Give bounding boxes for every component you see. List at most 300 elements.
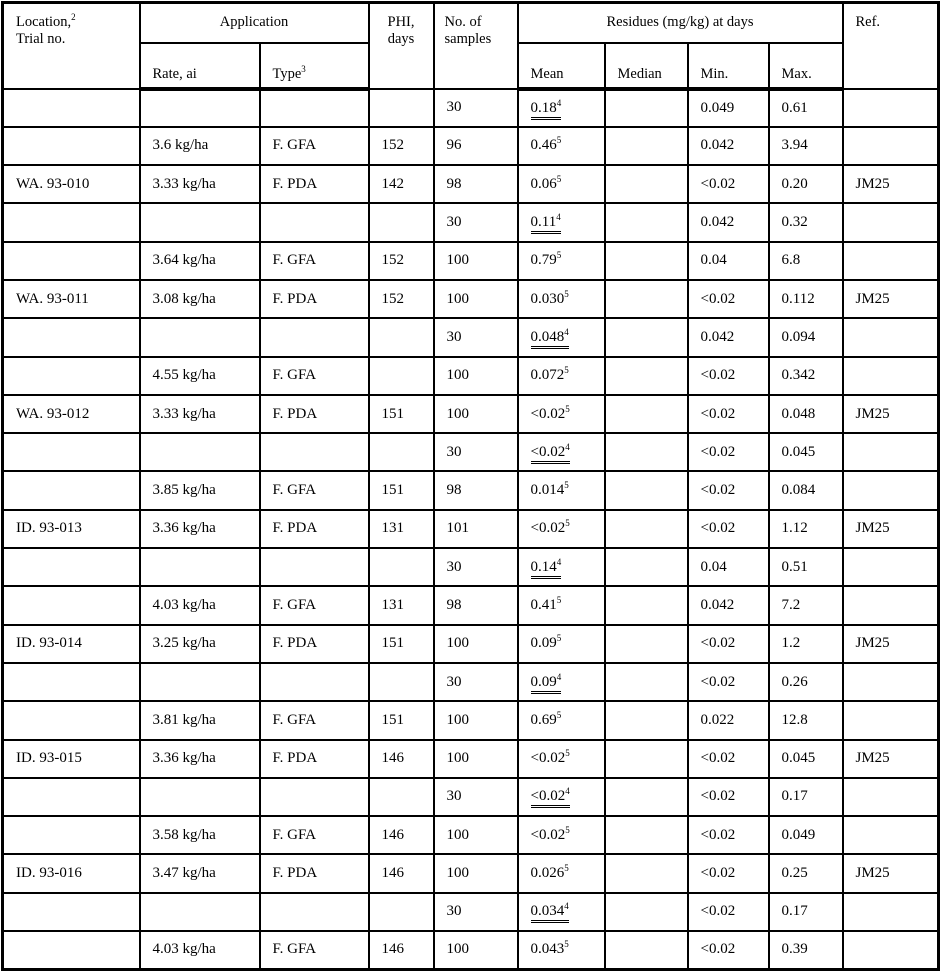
cell-max: 0.048 [769, 395, 843, 433]
cell-mean [518, 357, 605, 395]
cell-rate [140, 89, 260, 127]
cell-ref: JM25 [843, 395, 939, 433]
cell-min: <0.02 [688, 816, 769, 854]
trial-label: Trial no. [16, 31, 66, 47]
cell-mean [518, 701, 605, 739]
cell-median [605, 510, 688, 548]
footnote-marker: 4 [564, 901, 569, 912]
residue-table [1, 1, 940, 971]
cell-min: 0.042 [688, 203, 769, 241]
cell-phi: 146 [369, 740, 434, 778]
cell-type: F. GFA [260, 357, 369, 395]
footnote-marker: 5 [565, 403, 570, 414]
cell-median [605, 471, 688, 509]
cell-ref [843, 701, 939, 739]
ref-header: Ref. [843, 3, 939, 89]
cell-n: 100 [434, 740, 518, 778]
table-row [3, 931, 939, 969]
cell-min: <0.02 [688, 471, 769, 509]
cell-mean [518, 127, 605, 165]
cell-median [605, 89, 688, 127]
cell-rate: 4.55 kg/ha [140, 357, 260, 395]
cell-n: 100 [434, 395, 518, 433]
cell-n: 100 [434, 931, 518, 969]
footnote-marker: 5 [564, 939, 569, 950]
cell-min: <0.02 [688, 893, 769, 931]
cell-median [605, 740, 688, 778]
cell-type: F. GFA [260, 701, 369, 739]
cell-max: 12.8 [769, 701, 843, 739]
mean-value [531, 635, 562, 651]
cell-max: 0.045 [769, 433, 843, 471]
cell-ref [843, 893, 939, 931]
cell-max: 0.084 [769, 471, 843, 509]
table-row [3, 203, 939, 241]
mean-value [531, 597, 562, 613]
cell-median [605, 127, 688, 165]
cell-rate: 3.58 kg/ha [140, 816, 260, 854]
cell-rate: 3.81 kg/ha [140, 701, 260, 739]
cell-mean [518, 242, 605, 280]
cell-ref: JM25 [843, 165, 939, 203]
cell-phi: 131 [369, 586, 434, 624]
cell-loc [3, 931, 140, 969]
cell-n: 30 [434, 548, 518, 586]
cell-median [605, 280, 688, 318]
cell-type [260, 203, 369, 241]
cell-rate [140, 318, 260, 356]
cell-loc: WA. 93-012 [3, 395, 140, 433]
cell-n: 30 [434, 778, 518, 816]
mean-value [530, 709, 562, 728]
mean-value [531, 137, 562, 153]
mean-number: 0.043 [530, 941, 565, 958]
cell-n: 100 [434, 357, 518, 395]
cell-phi [369, 433, 434, 471]
table-row [3, 740, 939, 778]
cell-n: 30 [434, 433, 518, 471]
cell-type [260, 548, 369, 586]
cell-phi: 151 [369, 701, 434, 739]
footnote-marker: 3 [301, 63, 306, 74]
cell-phi [369, 203, 434, 241]
cell-min: 0.022 [688, 701, 769, 739]
cell-median [605, 203, 688, 241]
cell-loc [3, 778, 140, 816]
cell-phi: 152 [369, 242, 434, 280]
cell-n: 98 [434, 165, 518, 203]
cell-median [605, 816, 688, 854]
cell-min: 0.042 [688, 586, 769, 624]
mean-number: <0.02 [530, 405, 566, 422]
cell-min: <0.02 [688, 357, 769, 395]
cell-mean [518, 89, 605, 127]
cell-rate [140, 893, 260, 931]
mean-value [530, 403, 570, 422]
cell-ref [843, 433, 939, 471]
cell-n: 30 [434, 663, 518, 701]
cell-min: <0.02 [688, 931, 769, 969]
cell-phi: 146 [369, 816, 434, 854]
cell-median [605, 893, 688, 931]
cell-rate: 4.03 kg/ha [140, 586, 260, 624]
mean-number: 0.048 [530, 328, 565, 345]
cell-ref: JM25 [843, 280, 939, 318]
cell-loc [3, 318, 140, 356]
cell-mean [518, 816, 605, 854]
cell-mean [518, 586, 605, 624]
cell-min: <0.02 [688, 165, 769, 203]
cell-n: 30 [434, 89, 518, 127]
footnote-marker: 5 [556, 633, 562, 644]
cell-type: F. PDA [260, 510, 369, 548]
cell-loc [3, 548, 140, 586]
table-row [3, 893, 939, 931]
cell-rate [140, 203, 260, 241]
mean-number: 0.18 [530, 99, 557, 116]
cell-n: 101 [434, 510, 518, 548]
cell-type: F. PDA [260, 854, 369, 892]
cell-max: 3.94 [769, 127, 843, 165]
cell-ref [843, 816, 939, 854]
cell-min: <0.02 [688, 280, 769, 318]
table-body [3, 89, 939, 970]
mean-value [531, 903, 569, 923]
cell-median [605, 318, 688, 356]
cell-phi: 152 [369, 280, 434, 318]
footnote-marker: 5 [556, 595, 562, 605]
cell-rate [140, 548, 260, 586]
min-header: Min. [688, 43, 769, 89]
cell-loc [3, 89, 140, 127]
cell-n: 100 [434, 854, 518, 892]
footnote-marker: 5 [565, 748, 570, 759]
cell-max: 0.112 [769, 280, 843, 318]
mean-number: 0.030 [530, 290, 565, 307]
table-row [3, 280, 939, 318]
mean-number: 0.06 [530, 175, 557, 192]
cell-type [260, 778, 369, 816]
cell-mean [518, 433, 605, 471]
mean-number: 0.09 [530, 673, 557, 690]
cell-median [605, 357, 688, 395]
mean-number: 0.072 [530, 367, 565, 384]
cell-max: 0.17 [769, 778, 843, 816]
mean-number: <0.02 [530, 520, 566, 537]
cell-phi [369, 89, 434, 127]
cell-max: 0.61 [769, 89, 843, 127]
cell-phi [369, 893, 434, 931]
cell-phi [369, 663, 434, 701]
cell-max: 0.51 [769, 548, 843, 586]
cell-phi: 146 [369, 931, 434, 969]
cell-ref [843, 778, 939, 816]
cell-mean [518, 893, 605, 931]
cell-phi: 151 [369, 395, 434, 433]
cell-rate [140, 433, 260, 471]
cell-n: 30 [434, 318, 518, 356]
cell-min: <0.02 [688, 663, 769, 701]
cell-type: F. PDA [260, 740, 369, 778]
cell-loc [3, 471, 140, 509]
mean-value [530, 97, 562, 120]
cell-phi [369, 357, 434, 395]
footnote-marker: 2 [71, 12, 76, 22]
cell-rate: 3.85 kg/ha [140, 471, 260, 509]
mean-value [530, 671, 562, 694]
cell-min: <0.02 [688, 395, 769, 433]
footnote-marker: 5 [565, 518, 570, 529]
cell-type: F. GFA [260, 816, 369, 854]
cell-median [605, 854, 688, 892]
cell-ref [843, 203, 939, 241]
cell-n: 98 [434, 471, 518, 509]
table-row [3, 816, 939, 854]
footnote-marker: 5 [564, 365, 569, 376]
cell-median [605, 931, 688, 969]
table-row [3, 89, 939, 127]
mean-number: 0.034 [530, 903, 565, 920]
cell-ref: JM25 [843, 625, 939, 663]
cell-n: 100 [434, 625, 518, 663]
cell-rate: 3.08 kg/ha [140, 280, 260, 318]
mean-number: 0.09 [530, 635, 557, 652]
mean-number: <0.02 [530, 443, 566, 460]
table-row [3, 471, 939, 509]
table-row [3, 510, 939, 548]
cell-max: 1.2 [769, 625, 843, 663]
cell-ref: JM25 [843, 510, 939, 548]
cell-loc [3, 357, 140, 395]
footnote-marker: 4 [556, 212, 561, 223]
cell-mean [518, 778, 605, 816]
cell-ref [843, 89, 939, 127]
cell-rate: 3.25 kg/ha [140, 625, 260, 663]
cell-mean [518, 625, 605, 663]
cell-max: 0.049 [769, 816, 843, 854]
cell-median [605, 165, 688, 203]
cell-max: 0.25 [769, 854, 843, 892]
cell-loc: ID. 93-015 [3, 740, 140, 778]
cell-mean [518, 931, 605, 969]
cell-loc: WA. 93-011 [3, 280, 140, 318]
cell-ref [843, 357, 939, 395]
mean-number: 0.69 [530, 711, 557, 728]
cell-median [605, 548, 688, 586]
table-row [3, 395, 939, 433]
cell-loc [3, 663, 140, 701]
cell-mean [518, 165, 605, 203]
cell-min: <0.02 [688, 854, 769, 892]
cell-min: 0.04 [688, 548, 769, 586]
phi-header: PHI, days [369, 3, 434, 89]
cell-median [605, 433, 688, 471]
table-row [3, 165, 939, 203]
cell-loc: WA. 93-010 [3, 165, 140, 203]
cell-mean [518, 854, 605, 892]
rate-header: Rate, ai [140, 43, 260, 89]
table-row [3, 357, 939, 395]
cell-rate: 3.36 kg/ha [140, 510, 260, 548]
max-header: Max. [769, 43, 843, 89]
cell-loc [3, 893, 140, 931]
cell-rate: 3.33 kg/ha [140, 395, 260, 433]
cell-median [605, 701, 688, 739]
cell-phi: 151 [369, 625, 434, 663]
cell-loc: ID. 93-013 [3, 510, 140, 548]
cell-max: 0.26 [769, 663, 843, 701]
cell-loc [3, 433, 140, 471]
table-row [3, 586, 939, 624]
cell-n: 98 [434, 586, 518, 624]
cell-phi: 146 [369, 854, 434, 892]
table-row [3, 318, 939, 356]
mean-value [530, 326, 569, 349]
location-label: Location, [16, 14, 72, 30]
cell-min: 0.042 [688, 318, 769, 356]
mean-number: 0.79 [530, 252, 557, 269]
mean-value [531, 252, 562, 268]
cell-max: 0.39 [769, 931, 843, 969]
cell-mean [518, 318, 605, 356]
cell-median [605, 778, 688, 816]
type-header [260, 43, 369, 89]
footnote-marker: 4 [556, 97, 562, 108]
cell-type: F. PDA [260, 625, 369, 663]
cell-min: <0.02 [688, 625, 769, 663]
cell-mean [518, 280, 605, 318]
table-row [3, 854, 939, 892]
cell-ref [843, 931, 939, 969]
cell-rate: 3.6 kg/ha [140, 127, 260, 165]
cell-rate: 4.03 kg/ha [140, 931, 260, 969]
cell-median [605, 663, 688, 701]
mean-value [530, 441, 570, 464]
footnote-marker: 5 [564, 288, 569, 299]
mean-number: 0.014 [530, 482, 565, 499]
cell-mean [518, 510, 605, 548]
cell-phi [369, 318, 434, 356]
cell-rate: 3.64 kg/ha [140, 242, 260, 280]
cell-type: F. GFA [260, 127, 369, 165]
cell-max: 1.12 [769, 510, 843, 548]
cell-type [260, 89, 369, 127]
cell-loc [3, 127, 140, 165]
cell-phi: 142 [369, 165, 434, 203]
footnote-marker: 4 [565, 441, 570, 452]
cell-mean [518, 548, 605, 586]
cell-loc: ID. 93-014 [3, 625, 140, 663]
cell-median [605, 625, 688, 663]
cell-n: 96 [434, 127, 518, 165]
cell-rate: 3.36 kg/ha [140, 740, 260, 778]
mean-value [531, 750, 570, 766]
cell-loc [3, 203, 140, 241]
footnote-marker: 4 [556, 671, 562, 682]
cell-n: 30 [434, 203, 518, 241]
mean-number: 0.026 [530, 865, 565, 882]
cell-mean [518, 471, 605, 509]
table-row [3, 242, 939, 280]
cell-type [260, 893, 369, 931]
cell-min: <0.02 [688, 778, 769, 816]
footnote-marker: 5 [556, 709, 562, 720]
cell-type: F. GFA [260, 931, 369, 969]
cell-ref [843, 242, 939, 280]
mean-value [531, 214, 561, 234]
cell-rate: 3.47 kg/ha [140, 854, 260, 892]
cell-n: 100 [434, 701, 518, 739]
cell-mean [518, 395, 605, 433]
cell-loc [3, 816, 140, 854]
cell-max: 7.2 [769, 586, 843, 624]
cell-type: F. PDA [260, 280, 369, 318]
location-header [3, 3, 140, 89]
cell-n: 100 [434, 242, 518, 280]
cell-type: F. PDA [260, 395, 369, 433]
residues-header: Residues (mg/kg) at days [518, 3, 843, 43]
cell-loc [3, 242, 140, 280]
cell-median [605, 586, 688, 624]
mean-number: 0.46 [530, 137, 557, 154]
mean-value [531, 788, 570, 808]
cell-median [605, 242, 688, 280]
cell-mean [518, 663, 605, 701]
cell-min: <0.02 [688, 740, 769, 778]
cell-max: 0.17 [769, 893, 843, 931]
cell-loc [3, 586, 140, 624]
mean-number: <0.02 [530, 750, 566, 767]
footnote-marker: 5 [564, 480, 569, 491]
cell-type: F. GFA [260, 471, 369, 509]
cell-phi [369, 548, 434, 586]
cell-phi: 151 [369, 471, 434, 509]
mean-value [531, 367, 569, 383]
cell-ref [843, 548, 939, 586]
footnote-marker: 4 [564, 326, 569, 337]
cell-loc: ID. 93-016 [3, 854, 140, 892]
cell-ref [843, 471, 939, 509]
mean-value [531, 482, 569, 498]
mean-number: <0.02 [530, 826, 566, 843]
table-row [3, 127, 939, 165]
mean-value [530, 556, 562, 579]
cell-median [605, 395, 688, 433]
table-row [3, 778, 939, 816]
cell-ref: JM25 [843, 854, 939, 892]
cell-min: <0.02 [688, 433, 769, 471]
cell-phi: 131 [369, 510, 434, 548]
table-row [3, 663, 939, 701]
cell-rate: 3.33 kg/ha [140, 165, 260, 203]
table-row [3, 548, 939, 586]
cell-min: <0.02 [688, 510, 769, 548]
mean-value [530, 288, 569, 307]
cell-min: 0.049 [688, 89, 769, 127]
cell-n: 100 [434, 816, 518, 854]
mean-value [531, 941, 569, 957]
cell-ref: JM25 [843, 740, 939, 778]
cell-min: 0.04 [688, 242, 769, 280]
footnote-marker: 5 [556, 250, 562, 261]
median-header: Median [605, 43, 688, 89]
footnote-marker: 5 [556, 173, 562, 184]
table-row [3, 625, 939, 663]
mean-value [531, 520, 570, 536]
footnote-marker: 5 [565, 824, 570, 835]
cell-type [260, 433, 369, 471]
footnote-marker: 5 [564, 863, 569, 874]
